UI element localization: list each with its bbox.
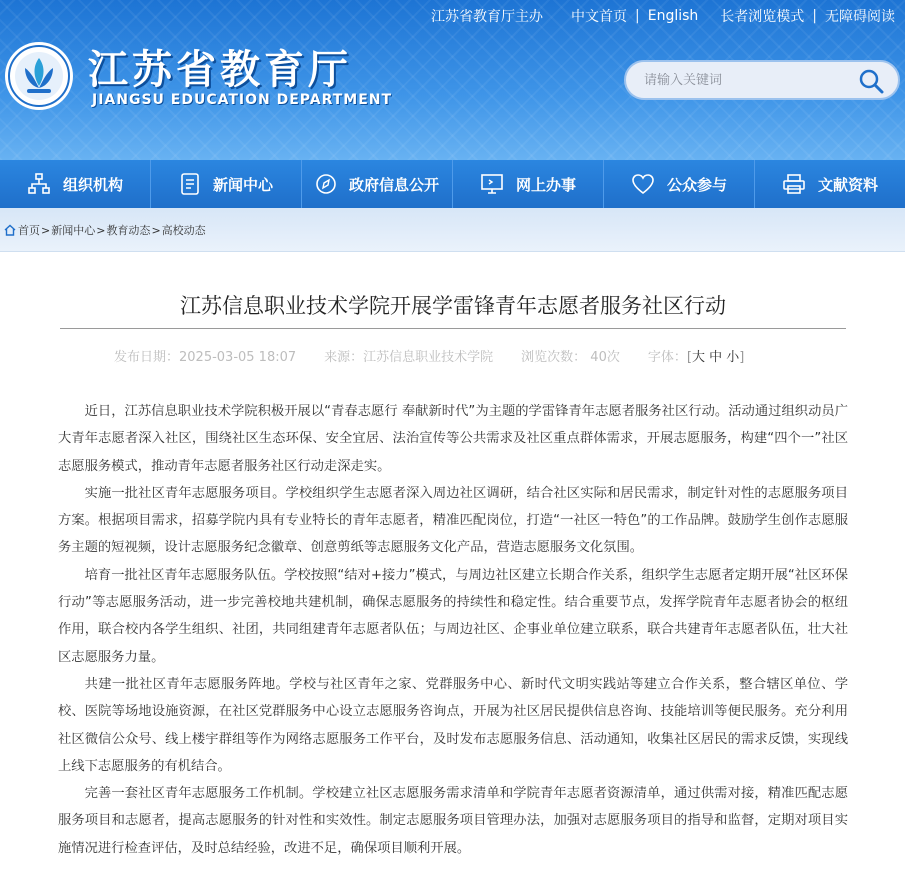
nav-label: 政府信息公开: [348, 175, 439, 194]
search-input[interactable]: [644, 73, 844, 88]
title-divider: [60, 328, 846, 329]
breadcrumb: [4, 222, 206, 238]
search-icon[interactable]: [858, 68, 884, 94]
font-size-control: [648, 346, 745, 365]
breadcrumb-separator: >: [151, 223, 161, 237]
nav-label: 组织机构: [62, 175, 123, 194]
breadcrumb-separator: >: [96, 223, 106, 237]
main-nav: [0, 160, 905, 208]
org-chart-icon: [27, 172, 51, 196]
compass-icon: [315, 173, 337, 195]
nav-label: 新闻中心: [212, 175, 273, 194]
elder-mode-link[interactable]: 长者浏览模式: [720, 9, 805, 25]
publish-date: 发布日期：2025-03-05 18:07: [114, 350, 297, 365]
nav-label: 网上办事: [515, 175, 576, 194]
divider: |: [635, 8, 640, 24]
sponsor-text: 江苏省教育厅主办: [431, 9, 543, 25]
article-source: 来源：江苏信息职业技术学院: [324, 350, 494, 365]
divider: |: [812, 8, 817, 24]
article-paragraph: 共建一批社区青年志愿服务阵地。学校与社区青年之家、党群服务中心、新时代文明实践站等建立合作关系，整合辖区单位、学校、医院等场地设施资源，在社区党群服务中心设立志愿服务咨询点，开展为社区居民提供信息咨询、技能培训等便民服务。充分利用社区微信公众号、线上楼宇群组等作为网络志愿服务工作平台，及时发布志愿服务信息、活动通知，收集社区居民的需求反馈，实现线上线下志愿服务的有机结合。: [58, 676, 848, 774]
heart-icon: [631, 173, 655, 195]
education-emblem-icon[interactable]: [3, 40, 75, 112]
site-header: [0, 0, 905, 160]
article: [0, 252, 905, 869]
nav-public-participation[interactable]: [604, 160, 755, 208]
home-cn-link[interactable]: 中文首页: [571, 9, 627, 25]
article-paragraph: 近日，江苏信息职业技术学院积极开展以“青春志愿行 奉献新时代”为主题的学雷锋青年志愿者服务社区行动。活动通过组织动员广大青年志愿者深入社区，围绕社区生态环保、安全宜居、法治宣传等公共需求及社区重点群体需求，开展志愿服务，构建“四个一”社区志愿服务模式，推动青年志愿者服务社区行动走深走实。: [58, 404, 848, 474]
breadcrumb-news[interactable]: 新闻中心: [51, 224, 96, 237]
font-large-button[interactable]: 大: [691, 350, 705, 365]
top-links: [431, 6, 895, 26]
view-count: 浏览次数： 40次: [521, 350, 620, 365]
font-small-button[interactable]: 小: [726, 350, 740, 365]
printer-icon: [782, 173, 806, 195]
article-paragraph: 实施一批社区青年志愿服务项目。学校组织学生志愿者深入周边社区调研，结合社区实际和居民需求，制定针对性的志愿服务项目方案。根据项目需求，招募学院内具有专业特长的青年志愿者，精准匹配岗位，打造“一社区一特色”的工作品牌。鼓励学生创作志愿服务主题的短视频，设计志愿服务纪念徽章、创意剪纸等志愿服务文化产品，营造志愿服务文化氛围。: [58, 485, 848, 556]
article-paragraph: 培育一批社区青年志愿服务队伍。学校按照“结对+接力”模式，与周边社区建立长期合作关系，组织学生志愿者定期开展“社区环保行动”等志愿服务活动，进一步完善校地共建机制，确保志愿服务的持续性和稳定性。结合重要节点，发挥学院青年志愿者协会的枢纽作用，联合校内各学生组织、社团，共同组建青年志愿者队伍；与周边社区、企事业单位建立联系，联合共建青年志愿者队伍，壮大社区志愿服务力量。: [58, 567, 848, 665]
english-link[interactable]: English: [647, 8, 699, 24]
nav-org[interactable]: [0, 160, 151, 208]
bracket: [: [686, 350, 692, 365]
font-size-label: 字体：: [647, 350, 687, 365]
breadcrumb-home[interactable]: 首页: [18, 224, 40, 237]
bracket: ]: [739, 350, 745, 365]
nav-online-service[interactable]: [453, 160, 604, 208]
search-box: [624, 60, 900, 100]
site-title-cn: 江苏省教育厅: [88, 46, 352, 93]
monitor-icon: [480, 173, 504, 195]
nav-label: 公众参与: [666, 175, 727, 194]
site-title-en: JIANGSU EDUCATION DEPARTMENT: [92, 92, 393, 108]
breadcrumb-edu-news[interactable]: 教育动态: [106, 224, 151, 237]
home-icon: [4, 224, 16, 236]
accessible-reading-link[interactable]: 无障碍阅读: [825, 9, 895, 25]
breadcrumb-bar: [0, 208, 905, 252]
breadcrumb-separator: >: [41, 223, 51, 237]
nav-label: 文献资料: [817, 175, 878, 194]
article-paragraph: 完善一套社区青年志愿服务工作机制。学校建立社区志愿服务需求清单和学院青年志愿者资源清单，通过供需对接，精准匹配志愿服务项目和志愿者，提高志愿服务的针对性和实效性。制定志愿服务项目管理办法，加强对志愿服务项目的指导和监督，定期对项目实施情况进行检查评估，及时总结经验，改进不足，确保项目顺利开展。: [58, 786, 848, 856]
font-medium-button[interactable]: 中: [709, 350, 723, 365]
breadcrumb-university-news[interactable]: 高校动态: [161, 224, 206, 237]
nav-news[interactable]: [151, 160, 302, 208]
document-icon: [179, 172, 201, 196]
article-meta: [114, 346, 744, 365]
nav-documents[interactable]: [755, 160, 905, 208]
article-body: [58, 398, 848, 862]
nav-gov-info[interactable]: [302, 160, 453, 208]
article-title: 江苏信息职业技术学院开展学雷锋青年志愿者服务社区行动: [180, 294, 726, 318]
